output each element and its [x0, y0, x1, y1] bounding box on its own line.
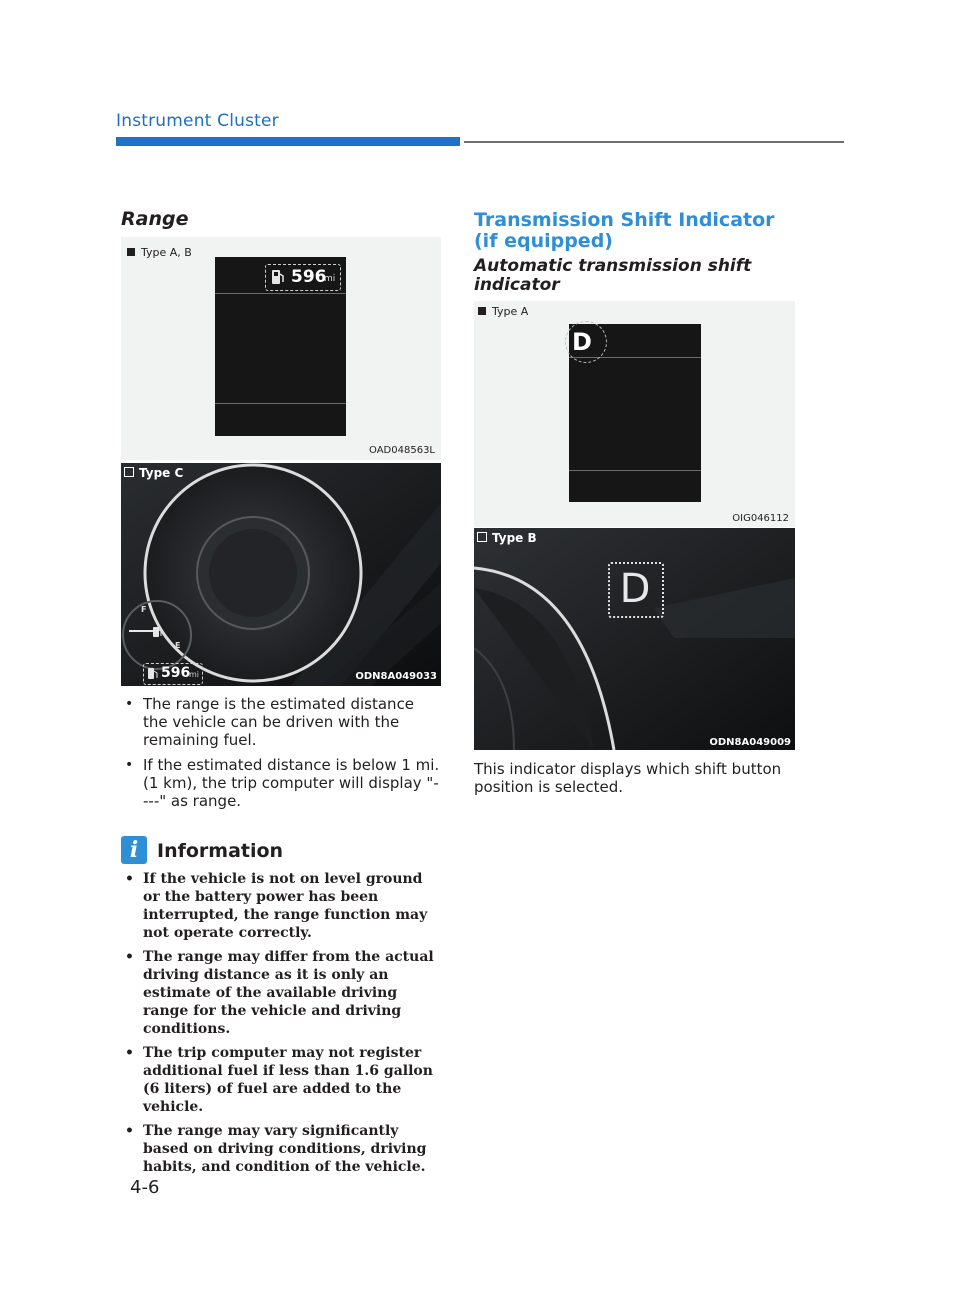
info-icon: i	[121, 836, 147, 864]
range-unit: mi	[324, 274, 336, 284]
square-bullet-icon	[477, 532, 487, 542]
figure-label: Type C	[124, 466, 183, 480]
range-heading: Range	[121, 208, 189, 230]
range-value: 596	[161, 665, 191, 681]
display-divider	[215, 293, 346, 294]
fuel-pump-icon	[271, 269, 285, 285]
transmission-heading: Transmission Shift Indicator (if equipped)	[474, 209, 775, 252]
square-bullet-icon	[124, 467, 134, 477]
header-rule-gray	[464, 141, 844, 143]
figure-range-type-ab	[121, 237, 441, 460]
figure-shift-type-b	[474, 528, 795, 750]
info-list	[121, 870, 443, 1182]
figure-code: OAD048563L	[369, 445, 435, 456]
list-item: • The trip computer may not register additional fuel if less than 1.6 gallon (6 liters) of fuel are added to the vehicle.	[121, 1044, 443, 1116]
list-item: • If the vehicle is not on level ground or the battery power has been interrupted, the range function may not operate correctly.	[121, 870, 443, 942]
fuel-gauge-empty-mark: E	[175, 641, 181, 650]
shift-indicator-description: This indicator displays which shift button position is selected.	[474, 760, 782, 796]
square-bullet-icon	[478, 307, 486, 315]
header-rule-blue	[116, 137, 460, 146]
figure-shift-type-a	[474, 301, 795, 527]
running-header: Instrument Cluster	[116, 111, 279, 131]
range-bullet-list	[121, 695, 441, 817]
fuel-pump-icon	[152, 626, 162, 638]
figure-code: ODN8A049009	[709, 737, 791, 748]
range-value: 596	[291, 267, 327, 287]
list-item: • The range is the estimated distance the vehicle can be driven with the remaining fuel.	[121, 695, 441, 749]
figure-label: Type B	[477, 531, 537, 545]
display-divider	[569, 470, 701, 471]
figure-label: Type A, B	[127, 246, 192, 259]
gear-indicator: D	[572, 328, 592, 356]
figure-range-type-c	[121, 463, 441, 686]
range-readout-highlight	[143, 663, 203, 685]
automatic-shift-subheading: Automatic transmission shift indicator	[474, 256, 752, 295]
figure-code: OIG046112	[732, 513, 789, 524]
list-item: • If the estimated distance is below 1 mi. (1 km), the trip computer will display "----" as range.	[121, 756, 441, 810]
page-number: 4-6	[130, 1177, 160, 1198]
fuel-pump-icon	[147, 667, 158, 680]
figure-label: Type A	[478, 305, 528, 318]
display-divider	[215, 403, 346, 404]
list-item: • The range may differ from the actual driving distance as it is only an estimate of the available driving range for the vehicle and driving conditions.	[121, 948, 443, 1038]
cluster-display	[215, 257, 346, 436]
square-bullet-icon	[127, 248, 135, 256]
info-title: Information	[157, 840, 284, 862]
range-unit: mi	[189, 670, 200, 679]
gear-indicator: D	[619, 566, 651, 612]
range-readout-highlight	[265, 264, 341, 291]
figure-code: ODN8A049033	[355, 671, 437, 682]
list-item: • The range may vary significantly based on driving conditions, driving habits, and condition of the vehicle.	[121, 1122, 443, 1176]
fuel-gauge-full-mark: F	[141, 605, 147, 614]
cluster-photo-illustration	[121, 463, 441, 686]
